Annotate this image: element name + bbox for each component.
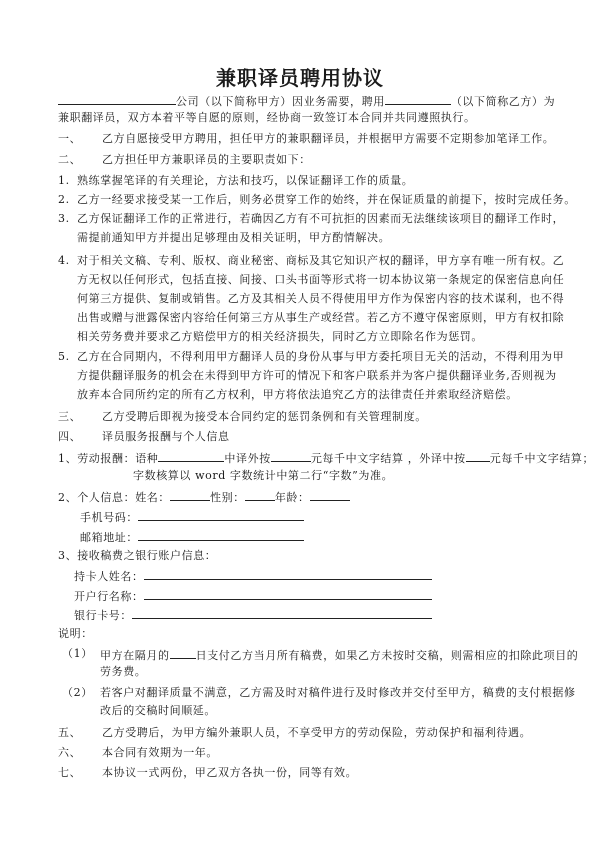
duty-3-line-2: 需提前通知甲方并提出足够理由及相关证明，甲方酌情解决。: [77, 231, 391, 244]
section-6-text: 本合同有效期为一年。: [102, 746, 218, 759]
bank-card-line: [74, 607, 432, 623]
card-blank[interactable]: [132, 607, 432, 619]
pay-unit-label: 元每千中文字结算；: [489, 452, 595, 465]
personal-label: 2、个人信息：: [58, 491, 136, 504]
pay-label: 1、劳动报酬：: [58, 452, 136, 465]
pay-line-1: [58, 450, 594, 466]
remark-1-number: （1）: [62, 647, 93, 660]
holder-blank[interactable]: [144, 568, 432, 580]
duty-5-number: 5.: [58, 350, 70, 363]
remark-2-line-1: 若客户对翻译质量不满意，乙方需及时对稿件进行及时修改并交付至甲方，稿费的支付根据修: [100, 686, 576, 699]
pay-day-blank[interactable]: [170, 647, 196, 659]
section-4-number: 四、: [58, 430, 82, 443]
duty-4-number: 4.: [58, 254, 70, 267]
f2c-rate-blank[interactable]: [466, 450, 490, 462]
duty-4-line-2: 方无权以任何形式，包括直接、间接、口头书面等形式将一切本协议第一条规定的保密信息向任: [77, 273, 565, 286]
remark-2-number: （2）: [62, 686, 93, 699]
duty-5-line-1: 乙方在合同期内，不得利用甲方翻译人员的身份从事与甲方委托项目无关的活动，不得利用为甲: [77, 350, 565, 363]
duty-3-line-1: 乙方保证翻译工作的正常进行，若确因乙方有不可抗拒的因素而无法继续该项目的翻译工作时，: [77, 212, 565, 225]
duty-2-number: 2.: [58, 193, 70, 206]
bank-label: 3、接收稿费之银行账户信息：: [58, 549, 217, 562]
pay-f2c-label: 元每千中文字结算 ，外译中按: [310, 452, 466, 465]
card-label: 银行卡号：: [74, 609, 132, 622]
duty-4-line-3: 何第三方提供、复制或销售。乙方及其相关人员不得使用甲方作为保密内容的技术谋利，也不得: [77, 292, 565, 305]
document-title: 兼职译员聘用协议: [216, 66, 384, 90]
phone-label: 手机号码：: [80, 511, 138, 524]
branch-blank[interactable]: [144, 588, 432, 600]
name-blank[interactable]: [170, 489, 210, 501]
branch-label: 开户行名称：: [74, 590, 144, 603]
intro-line-1: [58, 93, 555, 109]
remark-1-text-b: 日支付乙方当月所有稿费，如果乙方未按时交稿，则需相应的扣除此项目的: [195, 649, 579, 662]
duty-2-line-1: 乙方一经要求接受某一工作后，则务必贯穿工作的始终，并在保证质量的前提下，按时完成任务。: [77, 193, 576, 206]
section-3-text: 乙方受聘后即视为接受本合同约定的惩罚条例和有关管理制度。: [102, 410, 427, 423]
company-blank[interactable]: [58, 93, 176, 105]
language-blank[interactable]: [158, 450, 224, 462]
section-1-text: 乙方自愿接受甲方聘用，担任甲方的兼职翻译员，并根据甲方需要不定期参加笔译工作。: [102, 132, 555, 145]
remark-1-text-a: 甲方在隔月的: [100, 649, 170, 662]
remark-2-line-2: 改后的交稿时间顺延。: [100, 704, 216, 717]
duty-4-line-4: 出售或赠与泄露保密内容给任何第三方从事生产或经营。若乙方不遵守保密原则，甲方有权扣除: [77, 311, 565, 324]
phone-blank[interactable]: [138, 509, 304, 521]
remark-1-line-2: 劳务费。: [100, 665, 147, 678]
name-label: 姓名：: [135, 491, 171, 504]
bank-branch-line: [74, 588, 432, 604]
bank-holder-line: [74, 568, 432, 584]
section-7-number: 七、: [58, 766, 82, 779]
gender-label: 性别：: [210, 491, 245, 504]
gender-blank[interactable]: [245, 489, 275, 501]
section-5-number: 五、: [58, 726, 82, 739]
pay-language-label: 语种: [135, 452, 159, 465]
age-blank[interactable]: [310, 489, 350, 501]
intro-line-2: 兼职翻译员，双方本着平等自愿的原则，经协商一致签订本合同并共同遵照执行。: [58, 111, 476, 124]
duty-1-number: 1.: [58, 174, 70, 187]
section-6-number: 六、: [58, 746, 82, 759]
duty-3-number: 3.: [58, 212, 70, 225]
section-4-text: 译员服务报酬与个人信息: [102, 430, 230, 443]
remark-1-line-1: [100, 647, 578, 663]
duty-1-line-1: 熟练掌握笔译的有关理论，方法和技巧，以保证翻译工作的质量。: [77, 174, 414, 187]
section-3-number: 三、: [58, 410, 82, 423]
translator-blank[interactable]: [385, 93, 451, 105]
duty-4-line-5: 相关劳务费并要求乙方赔偿甲方的相关经济损失，同时乙方立即除名作为惩罚。: [77, 330, 483, 343]
phone-line: [80, 509, 304, 525]
holder-label: 持卡人姓名：: [74, 570, 144, 583]
section-5-text: 乙方受聘后，为甲方编外兼职人员，不享受甲方的劳动保险，劳动保护和福利待遇。: [102, 726, 532, 739]
email-label: 邮箱地址：: [80, 531, 138, 544]
section-2-number: 二、: [58, 153, 82, 166]
section-7-text: 本协议一式两份，甲乙双方各执一份，同等有效。: [102, 766, 358, 779]
duty-5-line-3: 放弃本合同所约定的所有乙方权利，甲方将依法追究乙方的法律责任并索取经济赔偿。: [77, 388, 518, 401]
personal-line: [58, 489, 350, 505]
pay-note: 字数核算以 word 字数统计中第二行“字数”为准。: [133, 469, 394, 482]
intro-text-a: 公司（以下简称甲方）因业务需要，聘用: [176, 95, 385, 108]
duty-5-line-2: 方提供翻译服务的机会在未得到甲方许可的情况下和客户联系并为客户提供翻译业务,否则视为: [77, 369, 557, 382]
age-label: 年龄：: [274, 491, 310, 504]
duty-4-line-1: 对于相关文稿、专利、版权、商业秘密、商标及其它知识产权的翻译，甲方享有唯一所有权。乙: [77, 254, 565, 267]
pay-c2f-label: 中译外按: [224, 452, 271, 465]
intro-text-b: （以下简称乙方）为: [450, 95, 556, 108]
section-2-text: 乙方担任甲方兼职译员的主要职责如下：: [102, 153, 311, 166]
email-blank[interactable]: [138, 529, 304, 541]
remarks-label: 说明：: [58, 627, 93, 640]
c2f-rate-blank[interactable]: [271, 450, 311, 462]
email-line: [80, 529, 304, 545]
section-1-number: 一、: [58, 132, 82, 145]
